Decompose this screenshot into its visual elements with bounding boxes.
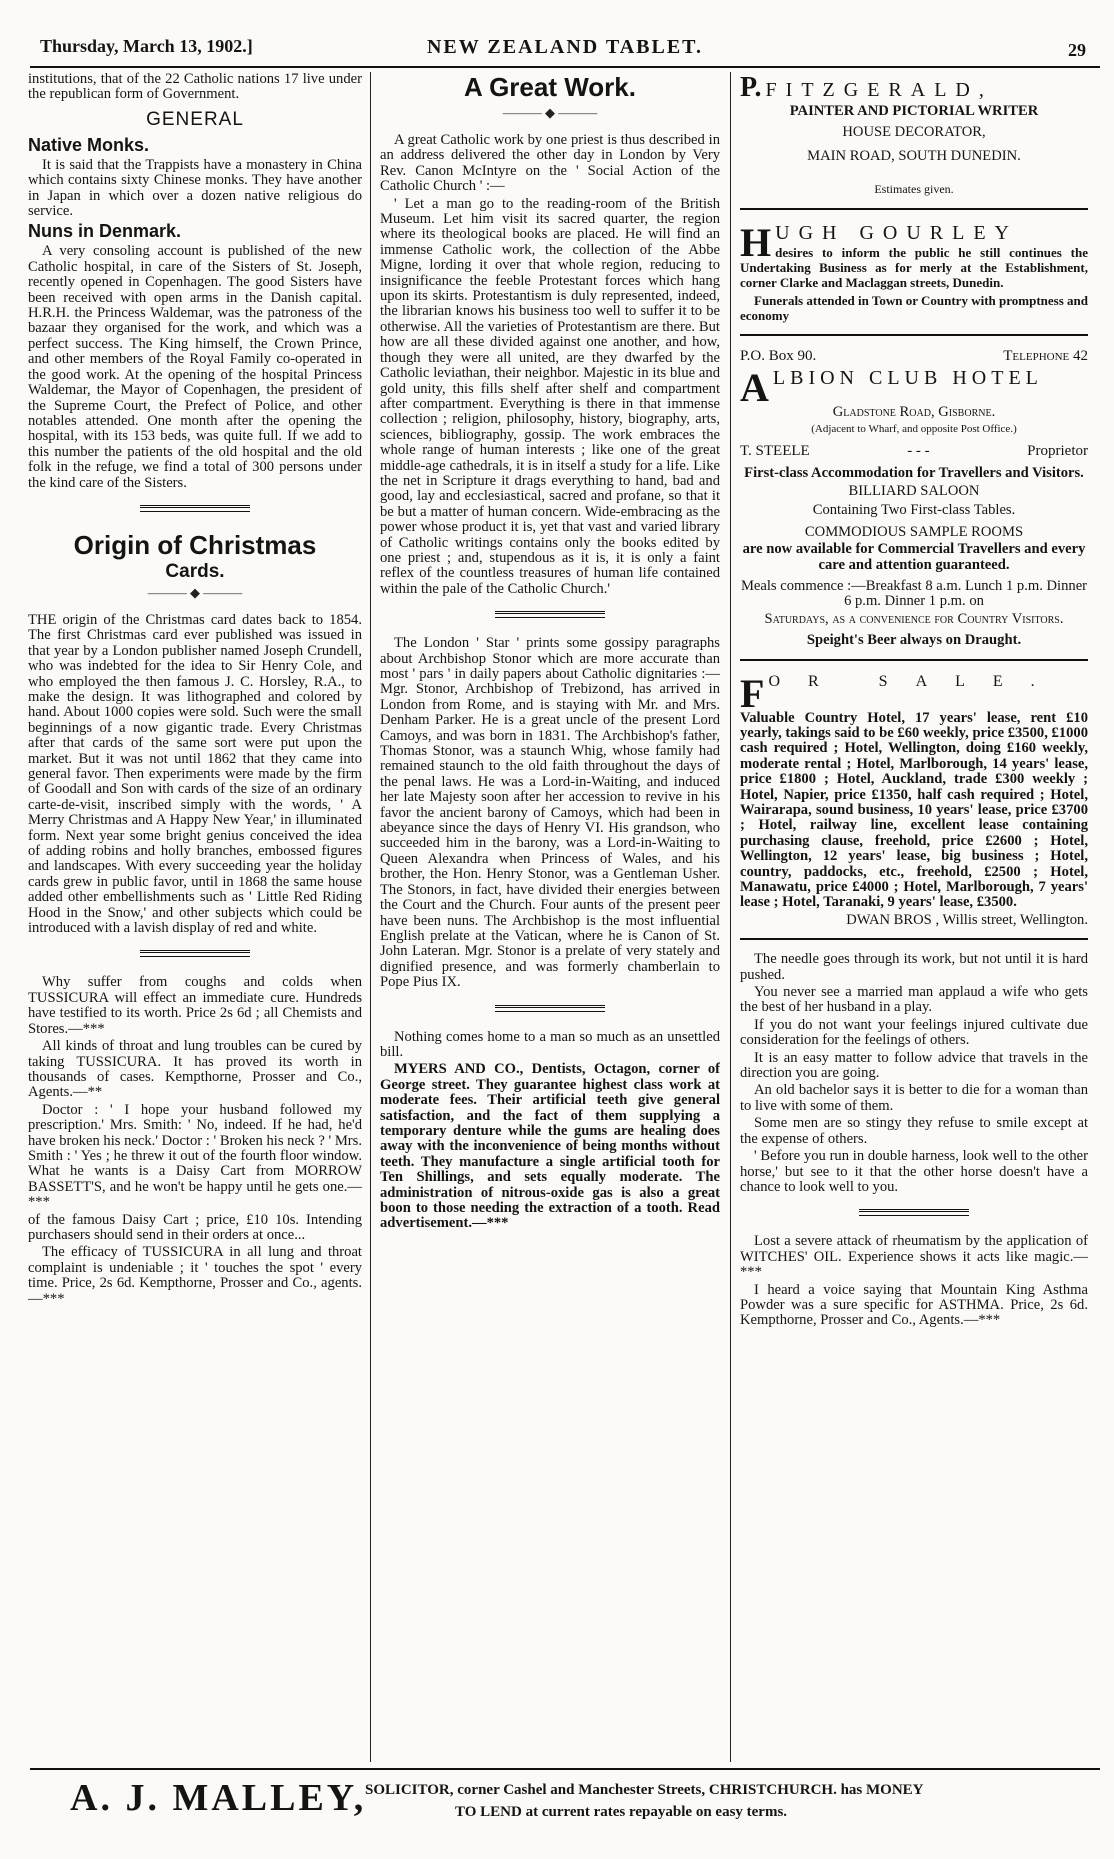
filler-text: ' Before you run in double harness, look well to the other horse,' but see to it that the other horse doesn't have a chance to look well to you. <box>740 1148 1088 1195</box>
advertiser-name: LBION CLUB HOTEL <box>772 366 1043 389</box>
ad-line: MAIN ROAD, SOUTH DUNEDIN. <box>807 147 1021 164</box>
for-sale-ad <box>740 670 1088 929</box>
separator-rule <box>495 611 605 618</box>
paper-title: NEW ZEALAND TABLET. <box>426 36 704 58</box>
ad-text: Funerals attended in Town or Country with promptness and economy <box>740 292 1088 324</box>
ad-line: Speight's Beer always on Draught. <box>806 632 1022 649</box>
albion-ad <box>740 348 1088 649</box>
filler-text: The needle goes through its work, but not until it is hard pushed. <box>740 951 1088 983</box>
ad-text: Valuable Country Hotel, 17 years' lease, rent £10 yearly, takings said to be £60 weekly, price £3500, £1000 cash required ; Hotel, Wellington, doing £160 weekly, moderate rental ; Hotel, Marlborough, 14 years' lease, price £1800 ; Hotel, Auckland, trade £300 weekly ; Hotel, Napier, price £1350, half cash required ; Hotel, Wairarapa, sound business, 10 years' lease, price £3700 ; Hotel, railway line, excellent lease containing purchasing clause, freehold, price £2600 ; Hotel, Wellington, 12 years' lease, big business ; Hotel, country, paddocks, etc., freehold, £2500 ; Hotel, Manawatu, price £4000 ; Hotel, Marlborough, 7 years' lease ; Hotel, Taranaki, 9 years' lease, £3500. <box>740 709 1088 911</box>
proprietor-label: Proprietor <box>1027 443 1088 460</box>
article-text: It is said that the Trappists have a monastery in China which contains sixty Chinese monks. They have another in Japan in which over a dozen native religious do service. <box>28 156 362 220</box>
ad-text: Doctor : ' I hope your husband followed my prescription.' Mrs. Smith: ' No, indeed. If he had, he'd have broken his neck.' Doctor : ' Broken his neck ? ' Mrs. Smith : ' Yes ; he threw it out of the fourth floor window. What he wants is a Daisy Cart from MORROW BASSETT'S, and he won't be happy until he gets one.—*** <box>28 1101 362 1211</box>
article-text: institutions, that of the 22 Catholic nations 17 live under the republican form of Government. <box>28 72 362 103</box>
column-divider <box>730 72 731 1762</box>
article-title: A Great Work. <box>464 72 636 102</box>
separator-rule <box>859 1209 969 1216</box>
ad-line: are now available for Commercial Travellers and every care and attention guaranteed. <box>742 541 1086 573</box>
filler-text: An old bachelor says it is better to die for a woman than to live with some of them. <box>740 1082 1088 1114</box>
ornament-rule: ——— ◆ ——— <box>502 105 598 120</box>
ad-divider <box>740 334 1088 336</box>
ad-text: I heard a voice saying that Mountain King Asthma Powder was a sure specific for ASTHMA. Price, 2s 6d. Kempthorne, Prosser and Co., Agents.—*** <box>740 1281 1088 1329</box>
ad-line: PAINTER AND PICTORIAL WRITER <box>789 103 1039 119</box>
page-number: 29 <box>1068 40 1086 60</box>
article-title: Origin of Christmas <box>73 529 317 560</box>
subheading: Nuns in Denmark. <box>28 221 182 242</box>
ad-text: Nothing comes home to a man so much as an unsettled bill. <box>380 1028 720 1060</box>
ad-contact-row <box>740 348 1088 365</box>
ad-line: Estimates given. <box>874 182 954 197</box>
article-text: A great Catholic work by one priest is thus described in an address delivered the other day in London by Very Rev. Canon McIntyre on the ' Social Action of the Catholic Church ' :— <box>380 132 720 195</box>
ad-line: (Adjacent to Wharf, and opposite Post Office.) <box>811 423 1017 436</box>
ad-line: Containing Two First-class Tables. <box>812 502 1016 519</box>
filler-text: You never see a married man applaud a wife who gets the best of her husband in a play. <box>740 984 1088 1016</box>
column-2 <box>380 72 720 1762</box>
ad-line: TO LEND at current rates repayable on easy terms. <box>455 1804 788 1820</box>
advertiser-name: FITZGERALD, <box>765 79 993 101</box>
ad-divider <box>740 938 1088 940</box>
filler-text: It is an easy matter to follow advice that travels in the direction you are going. <box>740 1049 1088 1082</box>
masthead-rule <box>30 66 1100 68</box>
masthead <box>30 28 1100 68</box>
drop-initial: F <box>740 670 765 716</box>
gourley-ad <box>740 219 1088 324</box>
advertiser-name: UGH GOURLEY <box>775 221 1019 244</box>
proprietor-name: T. STEELE <box>740 443 810 460</box>
ad-line: Gladstone Road, Gisborne. <box>832 403 996 420</box>
ad-signature: DWAN BROS , Willis street, Wellington. <box>846 911 1088 928</box>
issue-date: Thursday, March 13, 1902.] <box>40 36 253 56</box>
separator-rule <box>140 950 250 957</box>
telephone: Telephone 42 <box>1003 347 1088 364</box>
ornament-rule: ——— ◆ ——— <box>147 584 243 600</box>
article-text: A very consoling account is published of the new Catholic hospital, in care of the Sisters of St. Joseph, recently opened in Copenhagen. The good Sisters have been received with open arms in the Danish capital. H.R.H. the Princess Waldemar, was the patroness of the bazaar they organised for the work, and which was a perfect success. The King himself, the Crown Prince, and other members of the Royal Family co-operated in the good work. At the opening of the hospital Princess Waldemar, the Mayor of Copenhagen, the president of the Supreme Court, the Prefect of Police, and other notables attended. One month after the opening the hospital, with its 153 beds, was quite full. If we add to this number the patients of the old hospital and the old folk in the refuge, we find a total of 300 persons under the kind care of the Sisters. <box>28 243 362 491</box>
section-heading: GENERAL <box>146 108 244 130</box>
article-text: THE origin of the Christmas card dates back to 1854. The first Christmas card ever published was issued in that year by a London publisher named Joseph Crundell, who was indebted for the idea to Sir Henry Cole, and who employed the then famous J. C. Horsley, R.A., to make the design. It was lithographed and colored by hand. About 1000 copies were sold. Such were the small beginnings of a now gigantic trade. Every Christmas after that cards of the same sort were put upon the market. But it was not until 1862 that they came into general favor. Then experiments were made by the firm of Goodall and Son with cards of the size of an ordinary carte-de-visit, inscribed simply with the words, ' A Merry Christmas and A Happy New Year,' in illuminated form. Next year some bright genius conceived the idea of adding robins and holly branches, embossed figures and landscapes. With every succeeding year the holiday cards grew in public favor, until in 1868 the same house added other embellishments such as ' Little Red Riding Hood in the Snow,' and other subjects which could be introduced with a lavish display of red and white. <box>28 611 362 937</box>
drop-initial: A <box>740 364 769 410</box>
separator-rule <box>495 1005 605 1012</box>
fitzgerald-ad <box>740 72 1088 198</box>
ad-text: Why suffer from coughs and colds when TUSSICURA will effect an immediate cure. Hundreds have testified to its worth. Price 2s 6d ; all Chemists and Stores.—*** <box>28 974 362 1037</box>
ad-heading: OR SALE. <box>768 672 1063 690</box>
filler-text: Some men are so stingy they refuse to smile except at the expense of others. <box>740 1115 1088 1147</box>
column-1 <box>28 72 362 1762</box>
ad-text: desires to inform the public he still continues the Undertaking Business as for merly at the Establishment, corner Clarke and Maclaggan streets, Dunedin. <box>740 244 1088 291</box>
ad-line: BILLIARD SALOON <box>848 482 980 499</box>
ad-text: All kinds of throat and lung troubles can be cured by taking TUSSICURA. It has proved its worth in thousands of cases. Kempthorne, Prosser and Co., Agents.—** <box>28 1038 362 1101</box>
article-text: ' Let a man go to the reading-room of the British Museum. Let him visit its sacred quarter, the region where its theological books are placed. He will find an immense Catholic work, the collection of the Abbe Migne, lording it over that whole region, reducing to insignificance the feeble Protestant forces which hang upon its skirts. Protestantism is duly represented, indeed, the librarian knows his business too well to suffer it to be otherwise. All the varieties of Protestantism are there. But how are all these divided against one another, and how, though they were all united, are they dwarfed by the Catholic leviathan, their neighbor. Majestic in its blue and gold unity, this fills shelf after shelf and compartment after compartment. Everything is there in that immense collection ; religion, philosophy, history, biography, arts, sciences, bibliography, gossip. The work embraces the whole range of human interests ; like one of the great middle-age cathedrals, it is in itself a study for a life. Like the net in Scripture it drags everything to hand, bad and good, lay and ecclesiastical, sacred and profane, so that it be but a matter of human concern. Wide-embracing as the power whose product it is, yet that vast and varied library of Catholic writings contains only the books edited by one priest ; and, stupendous as it is, it is only a faint reflex of the countless treasures of human life contained within the pale of the Catholic Church.' <box>380 195 720 597</box>
ad-line: COMMODIOUS SAMPLE ROOMS <box>804 523 1024 540</box>
ad-line: Meals commence :—Breakfast 8 a.m. Lunch 1 p.m. Dinner 6 p.m. Dinner 1 p.m. on <box>740 577 1088 610</box>
ad-line: First-class Accommodation for Travellers and Visitors. <box>744 465 1084 482</box>
ad-divider <box>740 208 1088 210</box>
article-text: The London ' Star ' prints some gossipy paragraphs about Archbishop Stonor which are more accurate than most ' pars ' in daily papers about Catholic dignitaries :—Mgr. Stonor, Archbishop of Trebizond, has arrived in London from Rome, and is staying with Mr. and Mrs. Denham Parker. He is a great uncle of the present Lord Camoys, and was born in 1831. The Archbishop's father, Thomas Stonor, was a staunch Whig, whose family had remained staunch to the old faith throughout the days of the penal laws. He was a Lord-in-Waiting, and induced her late Majesty soon after her accession to revive in his favor the ancient barony of Camoys, which had been in abeyance since the days of Henry VI. His grandson, who succeeded him in the barony, was a Lord-in-Waiting to Queen Alexandra when Princess of Wales, and his brother, the Hon. Henry Stonor, was a Gentleman Usher. The Stonors, in fact, have divided their energies between the Court and the Church. Four aunts of the present peer have been nuns. The Archbishop is the most influential English prelate at the Vatican, where he is Canon of St. John Lateran. Mgr. Stonor is a prelate of very stately and dignified presence, and was formerly chamberlain to Pope Pius IX. <box>380 635 720 991</box>
footer-ad <box>30 1768 1100 1840</box>
column-3 <box>740 72 1088 1762</box>
dash-leader: - - - <box>907 443 930 460</box>
drop-initial: H <box>740 219 772 265</box>
drop-initial: P. <box>740 72 762 103</box>
ad-text: Lost a severe attack of rheumatism by the application of WITCHES' OIL. Experience shows it acts like magic.—*** <box>740 1233 1088 1281</box>
ad-text: of the famous Daisy Cart ; price, £10 10s. Intending purchasers should send in their orders at once... <box>28 1211 362 1243</box>
proprietor-row <box>740 443 1088 460</box>
ad-divider <box>740 659 1088 661</box>
subheading: Native Monks. <box>28 134 150 155</box>
column-divider <box>370 72 371 1762</box>
filler-text: If you do not want your feelings injured cultivate due consideration for the feelings of others. <box>740 1016 1088 1049</box>
ad-line: SOLICITOR, corner Cashel and Manchester Streets, CHRISTCHURCH. has MONEY <box>365 1782 924 1798</box>
ad-text: MYERS AND CO., Dentists, Octagon, corner of George street. They guarantee highest class work at moderate fees. Their artificial teeth give general satisfaction, and the fact of them supplying a temporary denture while the gums are healing does away with the inconvenience of being months without teeth. They manufacture a single artificial tooth for Ten Shillings, and sets equally moderate. The administration of nitrous-oxide gas is also a great boon to those needing the extraction of a tooth. Read advertisement.—*** <box>380 1061 720 1232</box>
ad-line: HOUSE DECORATOR, <box>842 124 986 141</box>
advertiser-name: A. J. MALLEY, <box>70 1777 367 1819</box>
ad-line: Saturdays, as a convenience for Country Visitors. <box>764 610 1064 627</box>
separator-rule <box>140 505 250 512</box>
ad-text: The efficacy of TUSSICURA in all lung and throat complaint is undeniable ; it ' touches the spot ' every time. Price, 2s 6d. Kempthorne, Prosser and Co., agents.—*** <box>28 1244 362 1307</box>
po-box: P.O. Box 90. <box>740 347 817 364</box>
article-subtitle: Cards. <box>165 560 225 582</box>
